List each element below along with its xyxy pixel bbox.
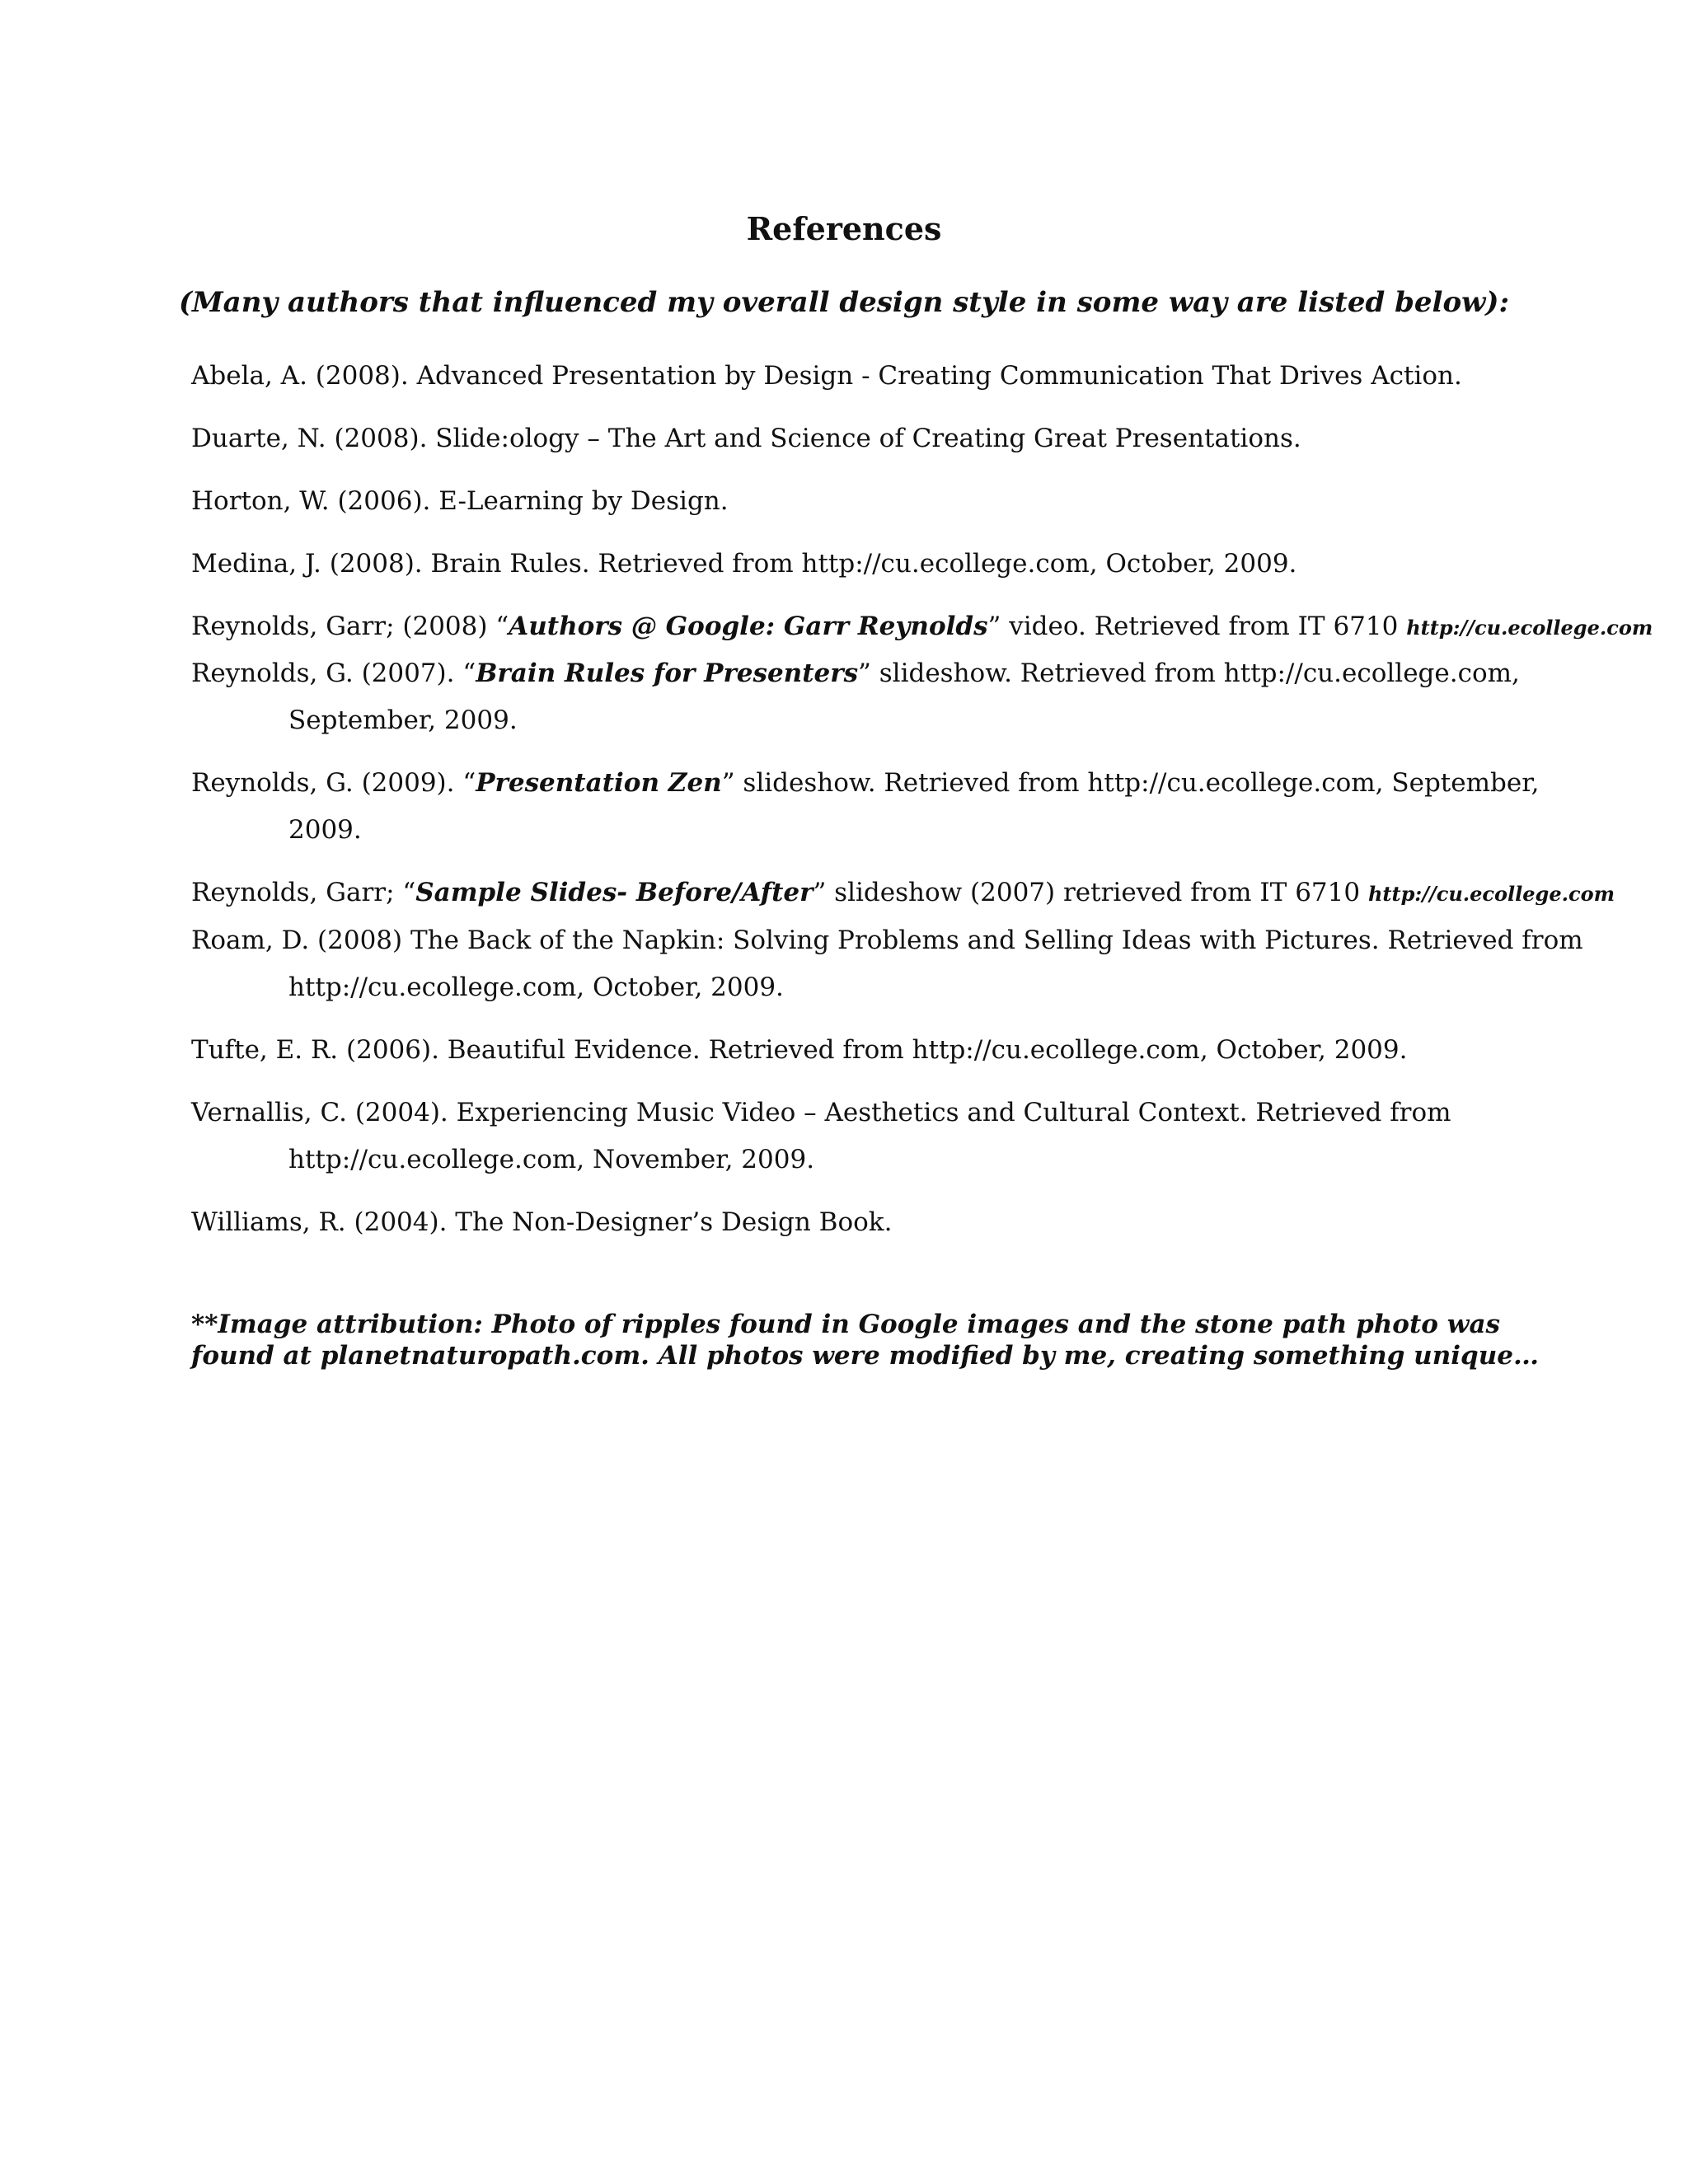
reference-item-abela: Abela, A. (2008). Advanced Presentation by Design - Creating Communication That Drives Action.: [191, 361, 1462, 391]
reference-item-reynolds-presentation-zen: Reynolds, G. (2009). “Presentation Zen” slideshow. Retrieved from http://cu.ecollege.com, September, 2009.: [191, 760, 1543, 854]
reference-item-tufte: Tufte, E. R. (2006). Beautiful Evidence. Retrieved from http://cu.ecollege.com, October, 2009.: [191, 1035, 1408, 1065]
reference-continuation: http://cu.ecollege.com, October, 2009.: [288, 972, 784, 1002]
reference-item-reynolds-sample-slides: Reynolds, Garr; “Sample Slides- Before/After” slideshow (2007) retrieved from IT 6710 http://cu.ecollege.com: [191, 878, 1615, 907]
reference-continuation: September, 2009.: [288, 705, 518, 735]
reference-url: http://cu.ecollege.com: [1406, 616, 1653, 640]
reference-item-vernallis: Vernallis, C. (2004). Experiencing Music Video – Aesthetics and Cultural Context. Retrieved from http://cu.ecollege.com, November, 2009.: [191, 1090, 1543, 1183]
reference-title: Brain Rules for Presenters: [476, 658, 859, 688]
reference-continuation: 2009.: [288, 815, 362, 845]
page-subtitle: (Many authors that influenced my overall design style in some way are listed below):: [178, 286, 1510, 319]
reference-item-duarte: Duarte, N. (2008). Slide:ology – The Art and Science of Creating Great Presentations.: [191, 424, 1301, 453]
reference-continuation: http://cu.ecollege.com, November, 2009.: [288, 1145, 815, 1174]
reference-item-roam: Roam, D. (2008) The Back of the Napkin: Solving Problems and Selling Ideas with Pictures. Retrieved from http://cu.ecollege.com, October, 2009.: [191, 917, 1543, 1011]
reference-list: [191, 353, 1653, 1246]
page-title: References: [746, 210, 942, 247]
reference-title: Sample Slides- Before/After: [415, 878, 814, 907]
reference-item-reynolds-authors-google: Reynolds, Garr; (2008) “Authors @ Google: Garr Reynolds” video. Retrieved from IT 6710 http://cu.ecollege.com: [191, 612, 1653, 641]
reference-item-reynolds-brain-rules: Reynolds, G. (2007). “Brain Rules for Presenters” slideshow. Retrieved from http://cu.ecollege.com, September, 2009.: [191, 650, 1543, 744]
reference-title: Presentation Zen: [476, 768, 722, 798]
reference-url: http://cu.ecollege.com: [1367, 882, 1615, 906]
reference-item-medina: Medina, J. (2008). Brain Rules. Retrieved from http://cu.ecollege.com, October, 2009.: [191, 549, 1297, 579]
reference-item-horton: Horton, W. (2006). E-Learning by Design.: [191, 486, 729, 516]
reference-item-williams: Williams, R. (2004). The Non-Designer’s Design Book.: [191, 1207, 893, 1237]
reference-title: Authors @ Google: Garr Reynolds: [509, 612, 988, 641]
image-attribution: **Image attribution: Photo of ripples found in Google images and the stone path photo was found at planetnaturopath.com. All photos were modified by me, creating something unique…: [191, 1310, 1539, 1371]
